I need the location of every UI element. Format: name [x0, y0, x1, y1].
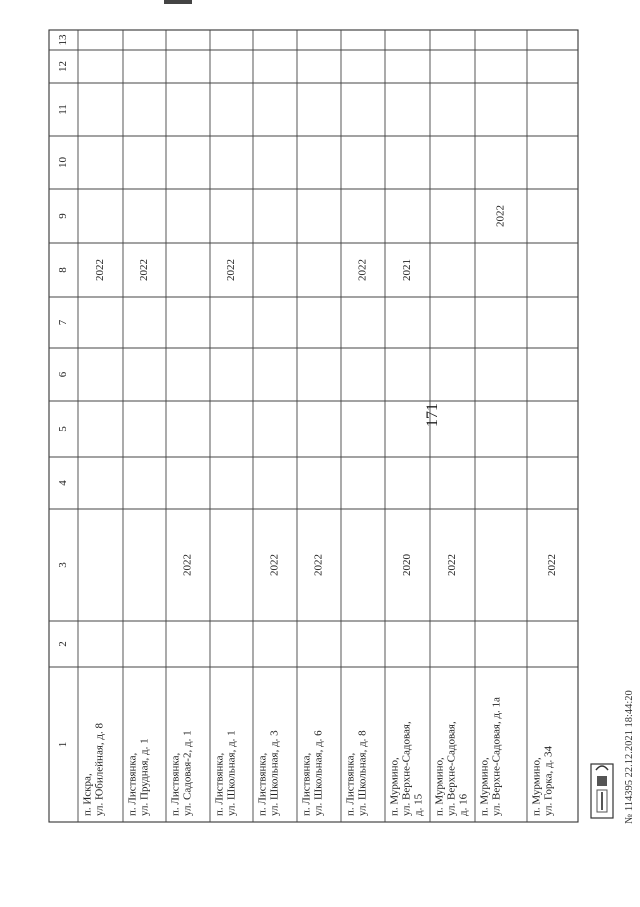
year-value: 2022 [138, 259, 151, 281]
address-line: ул. Горка, д. 34 [542, 745, 555, 816]
year-value: 2020 [401, 554, 414, 576]
header-cell: 8 [57, 267, 70, 273]
address-line: ул. Школьная, д. 6 [312, 730, 325, 816]
footer-code-text: 114395 22.12.2021 18:44:20 [624, 690, 635, 812]
page-number: 171 [424, 403, 441, 427]
year-value: 2022 [546, 554, 559, 576]
header-cell: 5 [57, 426, 70, 432]
address-line: п. Листвянка, [256, 752, 269, 816]
header-cell: 7 [57, 319, 70, 326]
year-value: 2022 [494, 205, 507, 227]
header-cell: 1 [57, 741, 70, 748]
header-cell: 6 [57, 371, 70, 378]
address-line: ул. Верхне-Садовая, [400, 721, 413, 816]
address-line: ул. Школьная, д. 1 [225, 730, 238, 816]
address-line: ул. Юбилейная, д. 8 [93, 723, 106, 816]
document-seal-icon [588, 760, 616, 827]
address-line: п. Мурмино, [478, 757, 491, 816]
address-line: п. Мурмино, [433, 757, 446, 816]
year-value: 2022 [268, 554, 281, 576]
year-value: 2021 [401, 259, 414, 281]
address-line: ул. Верхне-Садовая, [445, 721, 458, 816]
address-line: ул. Верхне-Садовая, д. 1а [490, 697, 503, 816]
address-line: ул. Школьная, д. 3 [268, 730, 281, 816]
header-cell: 3 [57, 562, 70, 568]
address-line: д. 16 [457, 793, 470, 816]
header-cell: 4 [57, 480, 70, 486]
year-value: 2022 [181, 554, 194, 576]
address-line: ул. Садовая-2, д. 1 [181, 730, 194, 816]
address-line: п. Листвянка, [344, 752, 357, 816]
document-registration-stamp [623, 607, 637, 907]
year-value: 2022 [356, 259, 369, 281]
footer-mark-icon: № [624, 813, 635, 824]
address-line: п. Листвянка, [126, 752, 139, 816]
address-line: п. Мурмино, [530, 757, 543, 816]
address-line: ул. Прудная, д. 1 [138, 738, 151, 816]
header-cell: 10 [57, 157, 70, 168]
header-cell: 11 [57, 104, 70, 115]
address-line: п. Листвянка, [300, 752, 313, 816]
header-cell: 2 [57, 641, 70, 647]
header-cell: 12 [57, 61, 70, 72]
year-value: 2022 [225, 259, 238, 281]
address-line: ул. Школьная, д. 8 [356, 730, 369, 816]
address-line: п. Искра, [81, 773, 94, 816]
address-line: д. 15 [412, 793, 425, 816]
year-value: 2022 [446, 554, 459, 576]
header-cell: 9 [57, 213, 70, 219]
address-line: п. Листвянка, [213, 752, 226, 816]
header-cell: 13 [57, 34, 70, 46]
address-line: п. Листвянка, [169, 752, 182, 816]
address-line: п. Мурмино, [388, 757, 401, 816]
year-value: 2022 [312, 554, 325, 576]
year-value: 2022 [94, 259, 107, 281]
